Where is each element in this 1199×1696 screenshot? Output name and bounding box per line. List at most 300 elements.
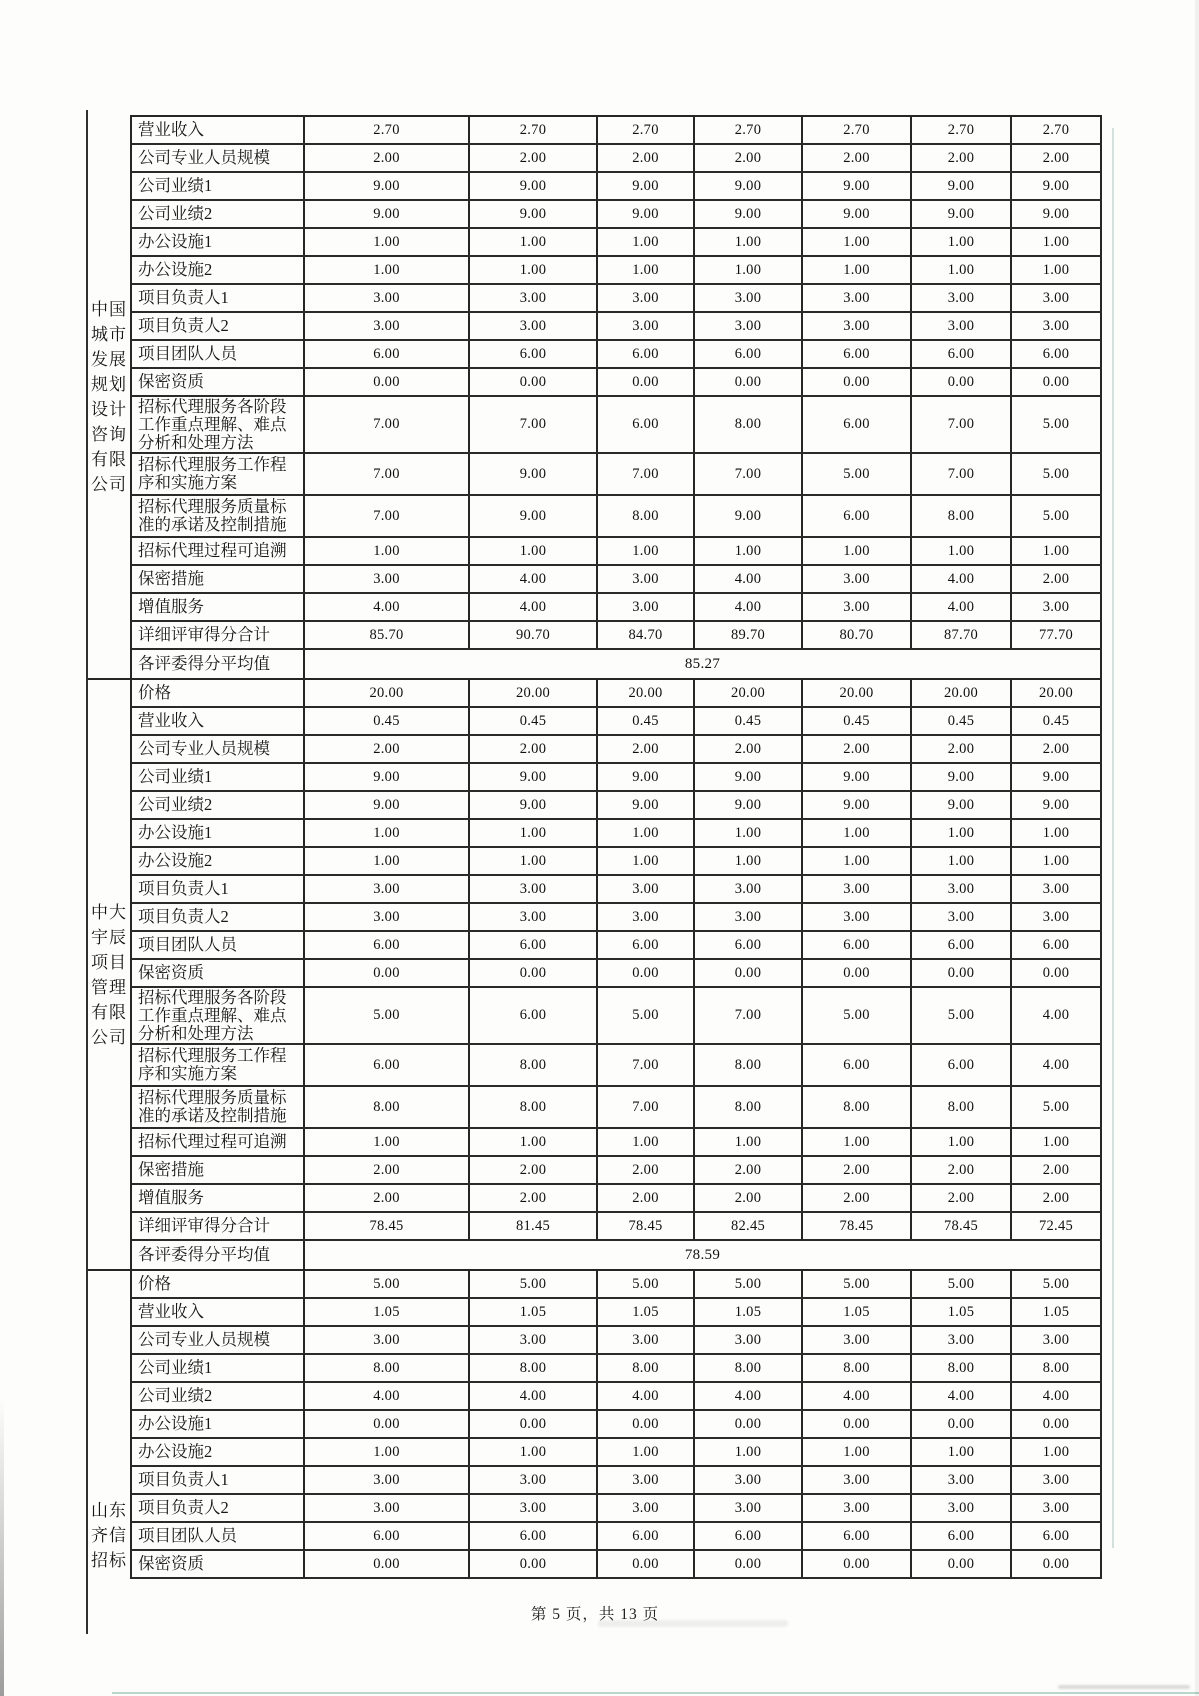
score-cell: 4.00 — [803, 1383, 912, 1409]
score-cell: 0.00 — [803, 1551, 912, 1577]
table-row — [132, 708, 1102, 736]
company-name-line: 公司 — [91, 474, 127, 494]
criteria-label: 价格 — [132, 680, 305, 706]
score-cell: 6.00 — [305, 341, 470, 367]
score-cell: 0.45 — [470, 708, 598, 734]
criteria-label: 办公设施2 — [132, 1439, 305, 1465]
score-cell: 3.00 — [1012, 594, 1102, 620]
table-row — [132, 1299, 1102, 1327]
score-cell: 3.00 — [598, 285, 695, 311]
score-cell: 4.00 — [1012, 1045, 1102, 1085]
score-cell: 1.00 — [803, 229, 912, 255]
evaluation-table — [88, 115, 1102, 1579]
score-cell: 5.00 — [695, 1271, 803, 1297]
score-cell: 1.00 — [305, 1439, 470, 1465]
score-cell: 1.00 — [305, 257, 470, 283]
score-cell: 1.00 — [598, 257, 695, 283]
average-score-cell: 78.59 — [305, 1241, 1102, 1269]
score-cell: 3.00 — [1012, 904, 1102, 930]
company-name-line: 有限 — [91, 449, 127, 469]
criteria-label: 公司专业人员规模 — [132, 736, 305, 762]
score-cell: 9.00 — [1012, 201, 1102, 227]
criteria-label: 办公设施1 — [132, 820, 305, 846]
company-name-line: 咨询 — [91, 424, 127, 444]
score-cell: 3.00 — [912, 285, 1012, 311]
score-cell: 20.00 — [912, 680, 1012, 706]
score-cell: 0.00 — [470, 369, 598, 395]
score-cell: 1.00 — [695, 848, 803, 874]
score-cell: 8.00 — [695, 1045, 803, 1085]
table-row — [132, 1129, 1102, 1157]
score-cell: 9.00 — [470, 792, 598, 818]
score-cell: 9.00 — [912, 792, 1012, 818]
score-cell: 3.00 — [695, 313, 803, 339]
score-cell: 78.45 — [305, 1213, 470, 1239]
criteria-label: 详细评审得分合计 — [132, 1213, 305, 1239]
table-row — [132, 960, 1102, 988]
score-cell: 0.00 — [695, 960, 803, 986]
score-cell: 3.00 — [695, 876, 803, 902]
score-cell: 7.00 — [598, 1045, 695, 1085]
score-cell: 2.00 — [470, 736, 598, 762]
score-cell: 89.70 — [695, 622, 803, 648]
criteria-label: 办公设施2 — [132, 257, 305, 283]
score-cell: 4.00 — [695, 1383, 803, 1409]
criteria-label: 项目团队人员 — [132, 341, 305, 367]
score-cell: 6.00 — [695, 932, 803, 958]
score-cell: 1.05 — [912, 1299, 1012, 1325]
score-cell: 3.00 — [598, 594, 695, 620]
score-cell: 9.00 — [305, 201, 470, 227]
table-row — [132, 1383, 1102, 1411]
score-cell: 4.00 — [470, 1383, 598, 1409]
score-cell: 0.45 — [1012, 708, 1102, 734]
score-cell: 1.00 — [470, 229, 598, 255]
score-cell: 4.00 — [912, 594, 1012, 620]
score-cell: 1.00 — [803, 848, 912, 874]
score-cell: 0.00 — [305, 960, 470, 986]
score-cell: 8.00 — [912, 1087, 1012, 1127]
score-cell: 1.00 — [305, 538, 470, 564]
score-cell: 8.00 — [305, 1087, 470, 1127]
score-cell: 6.00 — [803, 496, 912, 536]
score-cell: 5.00 — [305, 988, 470, 1043]
score-cell: 1.00 — [1012, 820, 1102, 846]
score-cell: 9.00 — [598, 764, 695, 790]
score-cell: 8.00 — [470, 1087, 598, 1127]
score-cell: 3.00 — [695, 1327, 803, 1353]
score-cell: 2.00 — [305, 736, 470, 762]
score-cell: 1.00 — [470, 820, 598, 846]
criteria-label: 详细评审得分合计 — [132, 622, 305, 648]
score-cell: 0.00 — [912, 1411, 1012, 1437]
criteria-label: 保密资质 — [132, 369, 305, 395]
score-cell: 7.00 — [695, 988, 803, 1043]
score-cell: 3.00 — [695, 1495, 803, 1521]
criteria-label: 公司业绩2 — [132, 1383, 305, 1409]
score-cell: 1.00 — [912, 538, 1012, 564]
criteria-label: 保密措施 — [132, 1157, 305, 1183]
table-row — [132, 622, 1102, 650]
score-cell: 4.00 — [1012, 1383, 1102, 1409]
score-cell: 7.00 — [695, 454, 803, 494]
score-cell: 1.00 — [803, 538, 912, 564]
company-name-line: 有限 — [91, 1002, 127, 1022]
score-cell: 82.45 — [695, 1213, 803, 1239]
score-cell: 4.00 — [470, 566, 598, 592]
score-cell: 1.05 — [803, 1299, 912, 1325]
table-row — [132, 341, 1102, 369]
table-row — [132, 1045, 1102, 1087]
score-cell: 1.00 — [1012, 229, 1102, 255]
score-cell: 2.00 — [1012, 1185, 1102, 1211]
score-cell: 2.00 — [912, 736, 1012, 762]
criteria-label: 增值服务 — [132, 1185, 305, 1211]
score-cell: 2.70 — [803, 117, 912, 143]
score-cell: 0.00 — [695, 1551, 803, 1577]
score-cell: 72.45 — [1012, 1213, 1102, 1239]
criteria-label: 招标代理服务工作程序和实施方案 — [132, 1045, 305, 1085]
score-cell: 1.00 — [470, 1129, 598, 1155]
score-cell: 78.45 — [912, 1213, 1012, 1239]
score-cell: 5.00 — [803, 988, 912, 1043]
score-cell: 1.00 — [912, 820, 1012, 846]
company-name-cell — [88, 680, 132, 1269]
page-number: 第 5 页，共 13 页 — [530, 1606, 660, 1623]
score-cell: 2.00 — [598, 1157, 695, 1183]
score-cell: 0.00 — [912, 1551, 1012, 1577]
score-cell: 3.00 — [803, 566, 912, 592]
score-cell: 5.00 — [470, 1271, 598, 1297]
criteria-label: 办公设施1 — [132, 229, 305, 255]
score-cell: 2.70 — [1012, 117, 1102, 143]
table-row — [132, 1185, 1102, 1213]
score-cell: 2.00 — [305, 1157, 470, 1183]
score-cell: 1.00 — [470, 848, 598, 874]
score-cell: 8.00 — [912, 496, 1012, 536]
score-cell: 3.00 — [470, 904, 598, 930]
criteria-label: 增值服务 — [132, 594, 305, 620]
score-cell: 1.00 — [305, 820, 470, 846]
score-cell: 1.00 — [1012, 257, 1102, 283]
score-cell: 9.00 — [470, 173, 598, 199]
score-cell: 0.00 — [598, 369, 695, 395]
score-cell: 0.00 — [470, 1411, 598, 1437]
company-name-cell — [88, 1271, 132, 1579]
score-cell: 9.00 — [305, 173, 470, 199]
score-cell: 0.00 — [695, 369, 803, 395]
score-cell: 1.00 — [912, 848, 1012, 874]
score-cell: 5.00 — [1012, 1087, 1102, 1127]
score-cell: 5.00 — [305, 1271, 470, 1297]
score-cell: 2.00 — [912, 1157, 1012, 1183]
criteria-label: 项目负责人2 — [132, 904, 305, 930]
score-cell: 2.70 — [305, 117, 470, 143]
criteria-label: 保密资质 — [132, 960, 305, 986]
score-cell: 3.00 — [695, 904, 803, 930]
table-row — [132, 764, 1102, 792]
criteria-label: 公司业绩2 — [132, 201, 305, 227]
score-cell: 3.00 — [912, 1327, 1012, 1353]
score-cell: 2.00 — [695, 1157, 803, 1183]
company-name-line: 中大 — [91, 902, 127, 922]
criteria-label: 公司专业人员规模 — [132, 145, 305, 171]
score-cell: 3.00 — [695, 1467, 803, 1493]
score-cell: 1.05 — [695, 1299, 803, 1325]
score-cell: 4.00 — [305, 594, 470, 620]
score-cell: 3.00 — [305, 285, 470, 311]
criteria-label: 招标代理服务质量标准的承诺及控制措施 — [132, 1087, 305, 1127]
score-cell: 1.00 — [1012, 538, 1102, 564]
company-name-line: 公司 — [91, 1027, 127, 1047]
score-cell: 0.45 — [598, 708, 695, 734]
score-cell: 9.00 — [598, 792, 695, 818]
score-cell: 3.00 — [1012, 1495, 1102, 1521]
table-row — [132, 229, 1102, 257]
criteria-label: 营业收入 — [132, 1299, 305, 1325]
score-cell: 3.00 — [305, 313, 470, 339]
score-cell: 3.00 — [598, 313, 695, 339]
criteria-label: 项目负责人1 — [132, 285, 305, 311]
score-cell: 5.00 — [1012, 397, 1102, 452]
company-section — [88, 115, 1102, 678]
score-cell: 20.00 — [695, 680, 803, 706]
score-cell: 8.00 — [598, 1355, 695, 1381]
score-cell: 6.00 — [470, 1523, 598, 1549]
score-cell: 78.45 — [598, 1213, 695, 1239]
scan-smudge-artifact — [1058, 1685, 1190, 1689]
score-cell: 6.00 — [305, 1045, 470, 1085]
score-cell: 20.00 — [305, 680, 470, 706]
score-cell: 0.00 — [305, 369, 470, 395]
score-cell: 1.00 — [803, 1129, 912, 1155]
score-cell: 2.00 — [803, 736, 912, 762]
score-cell: 2.00 — [1012, 1157, 1102, 1183]
score-cell: 3.00 — [912, 876, 1012, 902]
score-cell: 0.00 — [1012, 960, 1102, 986]
score-cell: 81.45 — [470, 1213, 598, 1239]
table-row — [132, 904, 1102, 932]
table-row — [132, 1355, 1102, 1383]
score-cell: 20.00 — [470, 680, 598, 706]
score-cell: 6.00 — [803, 397, 912, 452]
score-cell: 3.00 — [1012, 285, 1102, 311]
score-cell: 5.00 — [1012, 496, 1102, 536]
company-name-line: 发展 — [91, 349, 127, 369]
score-cell: 6.00 — [912, 341, 1012, 367]
score-cell: 6.00 — [803, 341, 912, 367]
score-cell: 2.00 — [695, 1185, 803, 1211]
score-cell: 9.00 — [695, 496, 803, 536]
score-cell: 0.00 — [912, 369, 1012, 395]
criteria-label: 营业收入 — [132, 117, 305, 143]
table-row — [132, 1551, 1102, 1579]
criteria-label: 公司业绩2 — [132, 792, 305, 818]
score-cell: 4.00 — [598, 1383, 695, 1409]
score-cell: 2.00 — [1012, 566, 1102, 592]
score-cell: 9.00 — [695, 173, 803, 199]
criteria-label: 招标代理服务质量标准的承诺及控制措施 — [132, 496, 305, 536]
table-row — [132, 1439, 1102, 1467]
score-cell: 2.00 — [470, 145, 598, 171]
score-cell: 0.45 — [803, 708, 912, 734]
score-cell: 3.00 — [803, 1327, 912, 1353]
table-row — [132, 117, 1102, 145]
score-cell: 1.00 — [695, 257, 803, 283]
criteria-label: 保密资质 — [132, 1551, 305, 1577]
score-cell: 6.00 — [470, 988, 598, 1043]
score-cell: 20.00 — [803, 680, 912, 706]
score-cell: 3.00 — [803, 313, 912, 339]
criteria-label: 各评委得分平均值 — [132, 1241, 305, 1269]
score-cell: 1.05 — [470, 1299, 598, 1325]
criteria-label: 公司业绩1 — [132, 173, 305, 199]
score-cell: 3.00 — [803, 1495, 912, 1521]
score-cell: 8.00 — [470, 1045, 598, 1085]
score-cell: 2.00 — [598, 1185, 695, 1211]
score-cell: 3.00 — [305, 1467, 470, 1493]
score-cell: 6.00 — [1012, 932, 1102, 958]
score-cell: 9.00 — [803, 201, 912, 227]
scan-edge-artifact — [0, 1398, 4, 1696]
score-cell: 1.00 — [695, 538, 803, 564]
score-cell: 0.00 — [1012, 1551, 1102, 1577]
criteria-label: 项目负责人1 — [132, 1467, 305, 1493]
score-cell: 2.00 — [695, 736, 803, 762]
average-score-cell: 85.27 — [305, 650, 1102, 678]
company-name-line: 齐信 — [91, 1526, 127, 1545]
table-row — [132, 848, 1102, 876]
score-cell: 2.00 — [803, 1157, 912, 1183]
table-row — [132, 496, 1102, 538]
score-cell: 4.00 — [1012, 988, 1102, 1043]
score-cell: 3.00 — [912, 313, 1012, 339]
score-cell: 4.00 — [695, 566, 803, 592]
score-cell: 3.00 — [598, 1495, 695, 1521]
criteria-label: 公司专业人员规模 — [132, 1327, 305, 1353]
score-cell: 9.00 — [598, 173, 695, 199]
score-cell: 9.00 — [803, 173, 912, 199]
score-cell: 3.00 — [695, 285, 803, 311]
score-cell: 1.00 — [470, 257, 598, 283]
score-cell: 0.00 — [598, 1551, 695, 1577]
score-cell: 9.00 — [470, 201, 598, 227]
company-name-line: 设计 — [91, 399, 127, 419]
table-row — [132, 1213, 1102, 1241]
score-cell: 3.00 — [470, 313, 598, 339]
score-cell: 1.05 — [1012, 1299, 1102, 1325]
table-row — [132, 566, 1102, 594]
table-row — [132, 1495, 1102, 1523]
company-name-line: 规划 — [91, 374, 127, 394]
score-cell: 6.00 — [598, 397, 695, 452]
score-cell: 6.00 — [912, 1045, 1012, 1085]
score-cell: 5.00 — [912, 1271, 1012, 1297]
score-cell: 87.70 — [912, 622, 1012, 648]
score-cell: 3.00 — [598, 566, 695, 592]
score-cell: 9.00 — [1012, 764, 1102, 790]
scan-line-artifact — [1112, 128, 1114, 1548]
score-cell: 2.70 — [912, 117, 1012, 143]
criteria-label: 招标代理服务各阶段工作重点理解、难点分析和处理方法 — [132, 988, 305, 1043]
score-cell: 9.00 — [912, 764, 1012, 790]
score-cell: 1.05 — [598, 1299, 695, 1325]
score-cell: 1.00 — [803, 1439, 912, 1465]
score-cell: 3.00 — [470, 1327, 598, 1353]
score-cell: 6.00 — [598, 1523, 695, 1549]
score-cell: 1.00 — [1012, 1439, 1102, 1465]
table-row — [132, 173, 1102, 201]
score-cell: 0.45 — [912, 708, 1012, 734]
score-cell: 3.00 — [305, 566, 470, 592]
table-row — [132, 594, 1102, 622]
table-row — [132, 1523, 1102, 1551]
criteria-label: 招标代理过程可追溯 — [132, 538, 305, 564]
score-cell: 9.00 — [803, 792, 912, 818]
score-cell: 9.00 — [305, 764, 470, 790]
score-cell: 6.00 — [695, 1523, 803, 1549]
company-name-line: 项目 — [91, 952, 127, 972]
score-cell: 3.00 — [803, 285, 912, 311]
scan-edge-artifact — [1195, 0, 1199, 1696]
score-cell: 0.00 — [598, 960, 695, 986]
score-cell: 2.00 — [305, 1185, 470, 1211]
criteria-label: 营业收入 — [132, 708, 305, 734]
score-cell: 0.00 — [1012, 369, 1102, 395]
score-cell: 3.00 — [803, 904, 912, 930]
criteria-label: 招标代理服务工作程序和实施方案 — [132, 454, 305, 494]
score-cell: 6.00 — [803, 932, 912, 958]
score-cell: 9.00 — [1012, 792, 1102, 818]
score-cell: 84.70 — [598, 622, 695, 648]
score-cell: 7.00 — [598, 454, 695, 494]
score-cell: 5.00 — [598, 1271, 695, 1297]
score-cell: 3.00 — [803, 594, 912, 620]
score-cell: 80.70 — [803, 622, 912, 648]
score-cell: 3.00 — [803, 876, 912, 902]
score-cell: 77.70 — [1012, 622, 1102, 648]
score-cell: 1.00 — [1012, 1129, 1102, 1155]
score-cell: 6.00 — [912, 1523, 1012, 1549]
table-row — [132, 285, 1102, 313]
company-name-line: 中国 — [91, 299, 127, 319]
score-cell: 0.00 — [803, 1411, 912, 1437]
criteria-label: 招标代理服务各阶段工作重点理解、难点分析和处理方法 — [132, 397, 305, 452]
score-cell: 1.00 — [695, 820, 803, 846]
score-cell: 85.70 — [305, 622, 470, 648]
table-row — [132, 369, 1102, 397]
table-row — [132, 1411, 1102, 1439]
score-cell: 3.00 — [598, 876, 695, 902]
table-row — [132, 313, 1102, 341]
score-cell: 2.70 — [695, 117, 803, 143]
score-cell: 6.00 — [912, 932, 1012, 958]
table-row — [132, 736, 1102, 764]
score-cell: 2.00 — [305, 145, 470, 171]
score-cell: 2.70 — [598, 117, 695, 143]
criteria-label: 各评委得分平均值 — [132, 650, 305, 678]
table-row — [132, 932, 1102, 960]
score-cell: 9.00 — [1012, 173, 1102, 199]
score-cell: 0.45 — [305, 708, 470, 734]
score-cell: 5.00 — [1012, 454, 1102, 494]
score-cell: 3.00 — [305, 904, 470, 930]
table-row — [132, 792, 1102, 820]
score-cell: 7.00 — [305, 397, 470, 452]
score-cell: 7.00 — [470, 397, 598, 452]
score-cell: 1.00 — [912, 1129, 1012, 1155]
criteria-label: 价格 — [132, 1271, 305, 1297]
